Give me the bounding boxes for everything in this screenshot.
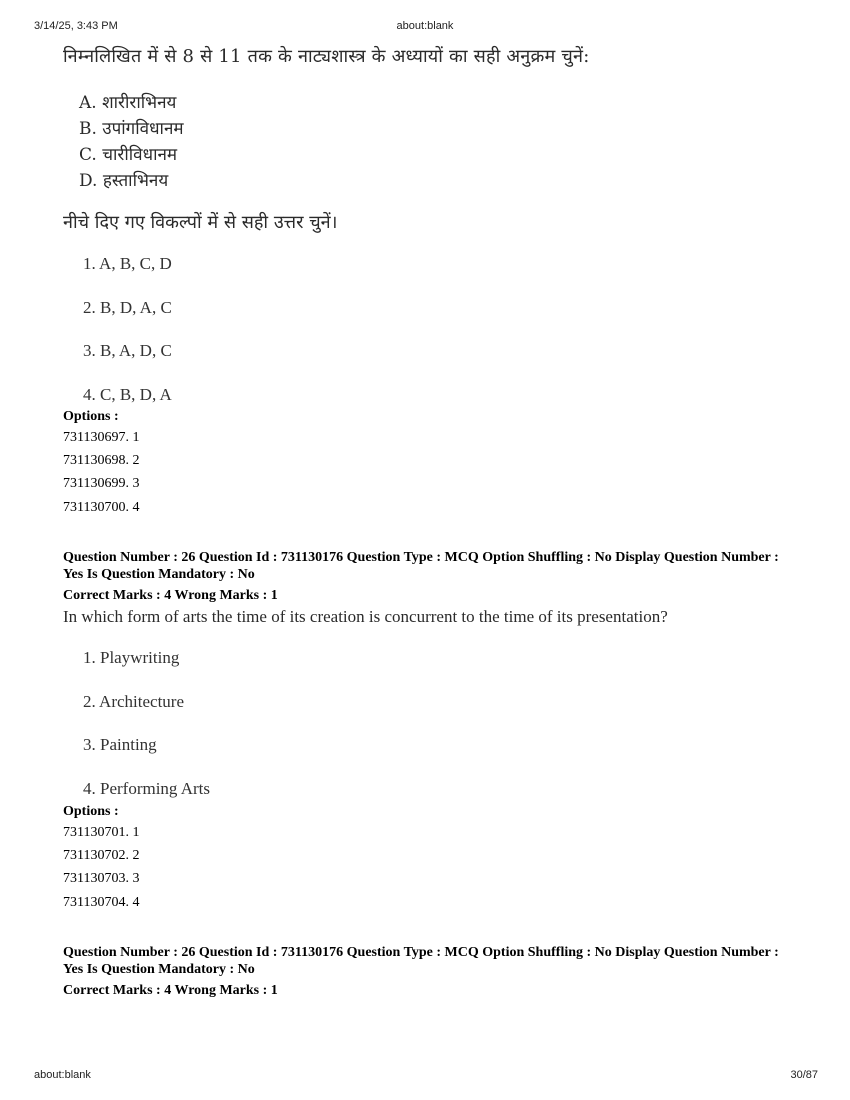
option-id-row: 731130700. 4 <box>63 499 140 515</box>
answer-choices <box>63 648 210 823</box>
answer-choice: 1. Playwriting <box>83 648 180 667</box>
answer-choice: 2. Architecture <box>83 691 185 711</box>
answer-choice: 2. B, D, A, C <box>83 297 172 317</box>
option-id-row: 731130704. 4 <box>63 894 140 910</box>
question-text: In which form of arts the time of its creation is concurrent to the time of its presentation? <box>63 607 668 626</box>
list-item: D. हस्ताभिनय <box>79 171 169 191</box>
answer-choice: 3. Painting <box>83 735 157 755</box>
option-id-row: 731130702. 2 <box>63 848 140 864</box>
answer-choice: 1. A, B, C, D <box>83 254 172 273</box>
option-id-row: 731130701. 1 <box>63 825 140 840</box>
question-text-hindi: निम्नलिखित में से 8 से 11 तक के नाट्यशास्त्र के अध्यायों का सही अनुक्रम चुनें: <box>63 46 590 67</box>
option-id-row: 731130697. 1 <box>63 430 140 445</box>
question-marks: Correct Marks : 4 Wrong Marks : 1 <box>63 983 278 998</box>
option-id-row: 731130703. 3 <box>63 871 140 887</box>
options-title: Options : <box>63 409 119 424</box>
question-marks: Correct Marks : 4 Wrong Marks : 1 <box>63 588 278 603</box>
options-block <box>63 409 139 523</box>
answer-choice: 4. C, B, D, A <box>83 385 172 405</box>
page-number: 30/87 <box>790 1069 818 1081</box>
print-datetime: 3/14/25, 3:43 PM <box>34 20 118 32</box>
print-url-header: about:blank <box>396 20 454 32</box>
options-title: Options : <box>63 804 119 819</box>
options-block <box>63 804 139 918</box>
list-item: A. शारीराभिनय <box>79 93 177 113</box>
question-meta: Question Number : 26 Question Id : 731130176 Question Type : MCQ Option Shuffling : No Display Question Number : Yes Is Question Mandatory : No <box>63 550 779 582</box>
print-url-footer: about:blank <box>34 1069 91 1081</box>
answer-choice: 3. B, A, D, C <box>83 341 172 361</box>
question-items-list <box>63 90 184 194</box>
option-id-row: 731130699. 3 <box>63 476 140 492</box>
question-meta: Question Number : 26 Question Id : 731130176 Question Type : MCQ Option Shuffling : No Display Question Number : Yes Is Question Mandatory : No <box>63 945 779 977</box>
list-item: B. उपांगविधानम <box>79 119 184 139</box>
question-instruction: नीचे दिए गए विकल्पों में से सही उत्तर चुनें। <box>63 212 338 233</box>
list-item: C. चारीविधानम <box>79 145 178 165</box>
answer-choices <box>63 254 172 429</box>
answer-choice: 4. Performing Arts <box>83 779 211 799</box>
option-id-row: 731130698. 2 <box>63 453 140 469</box>
